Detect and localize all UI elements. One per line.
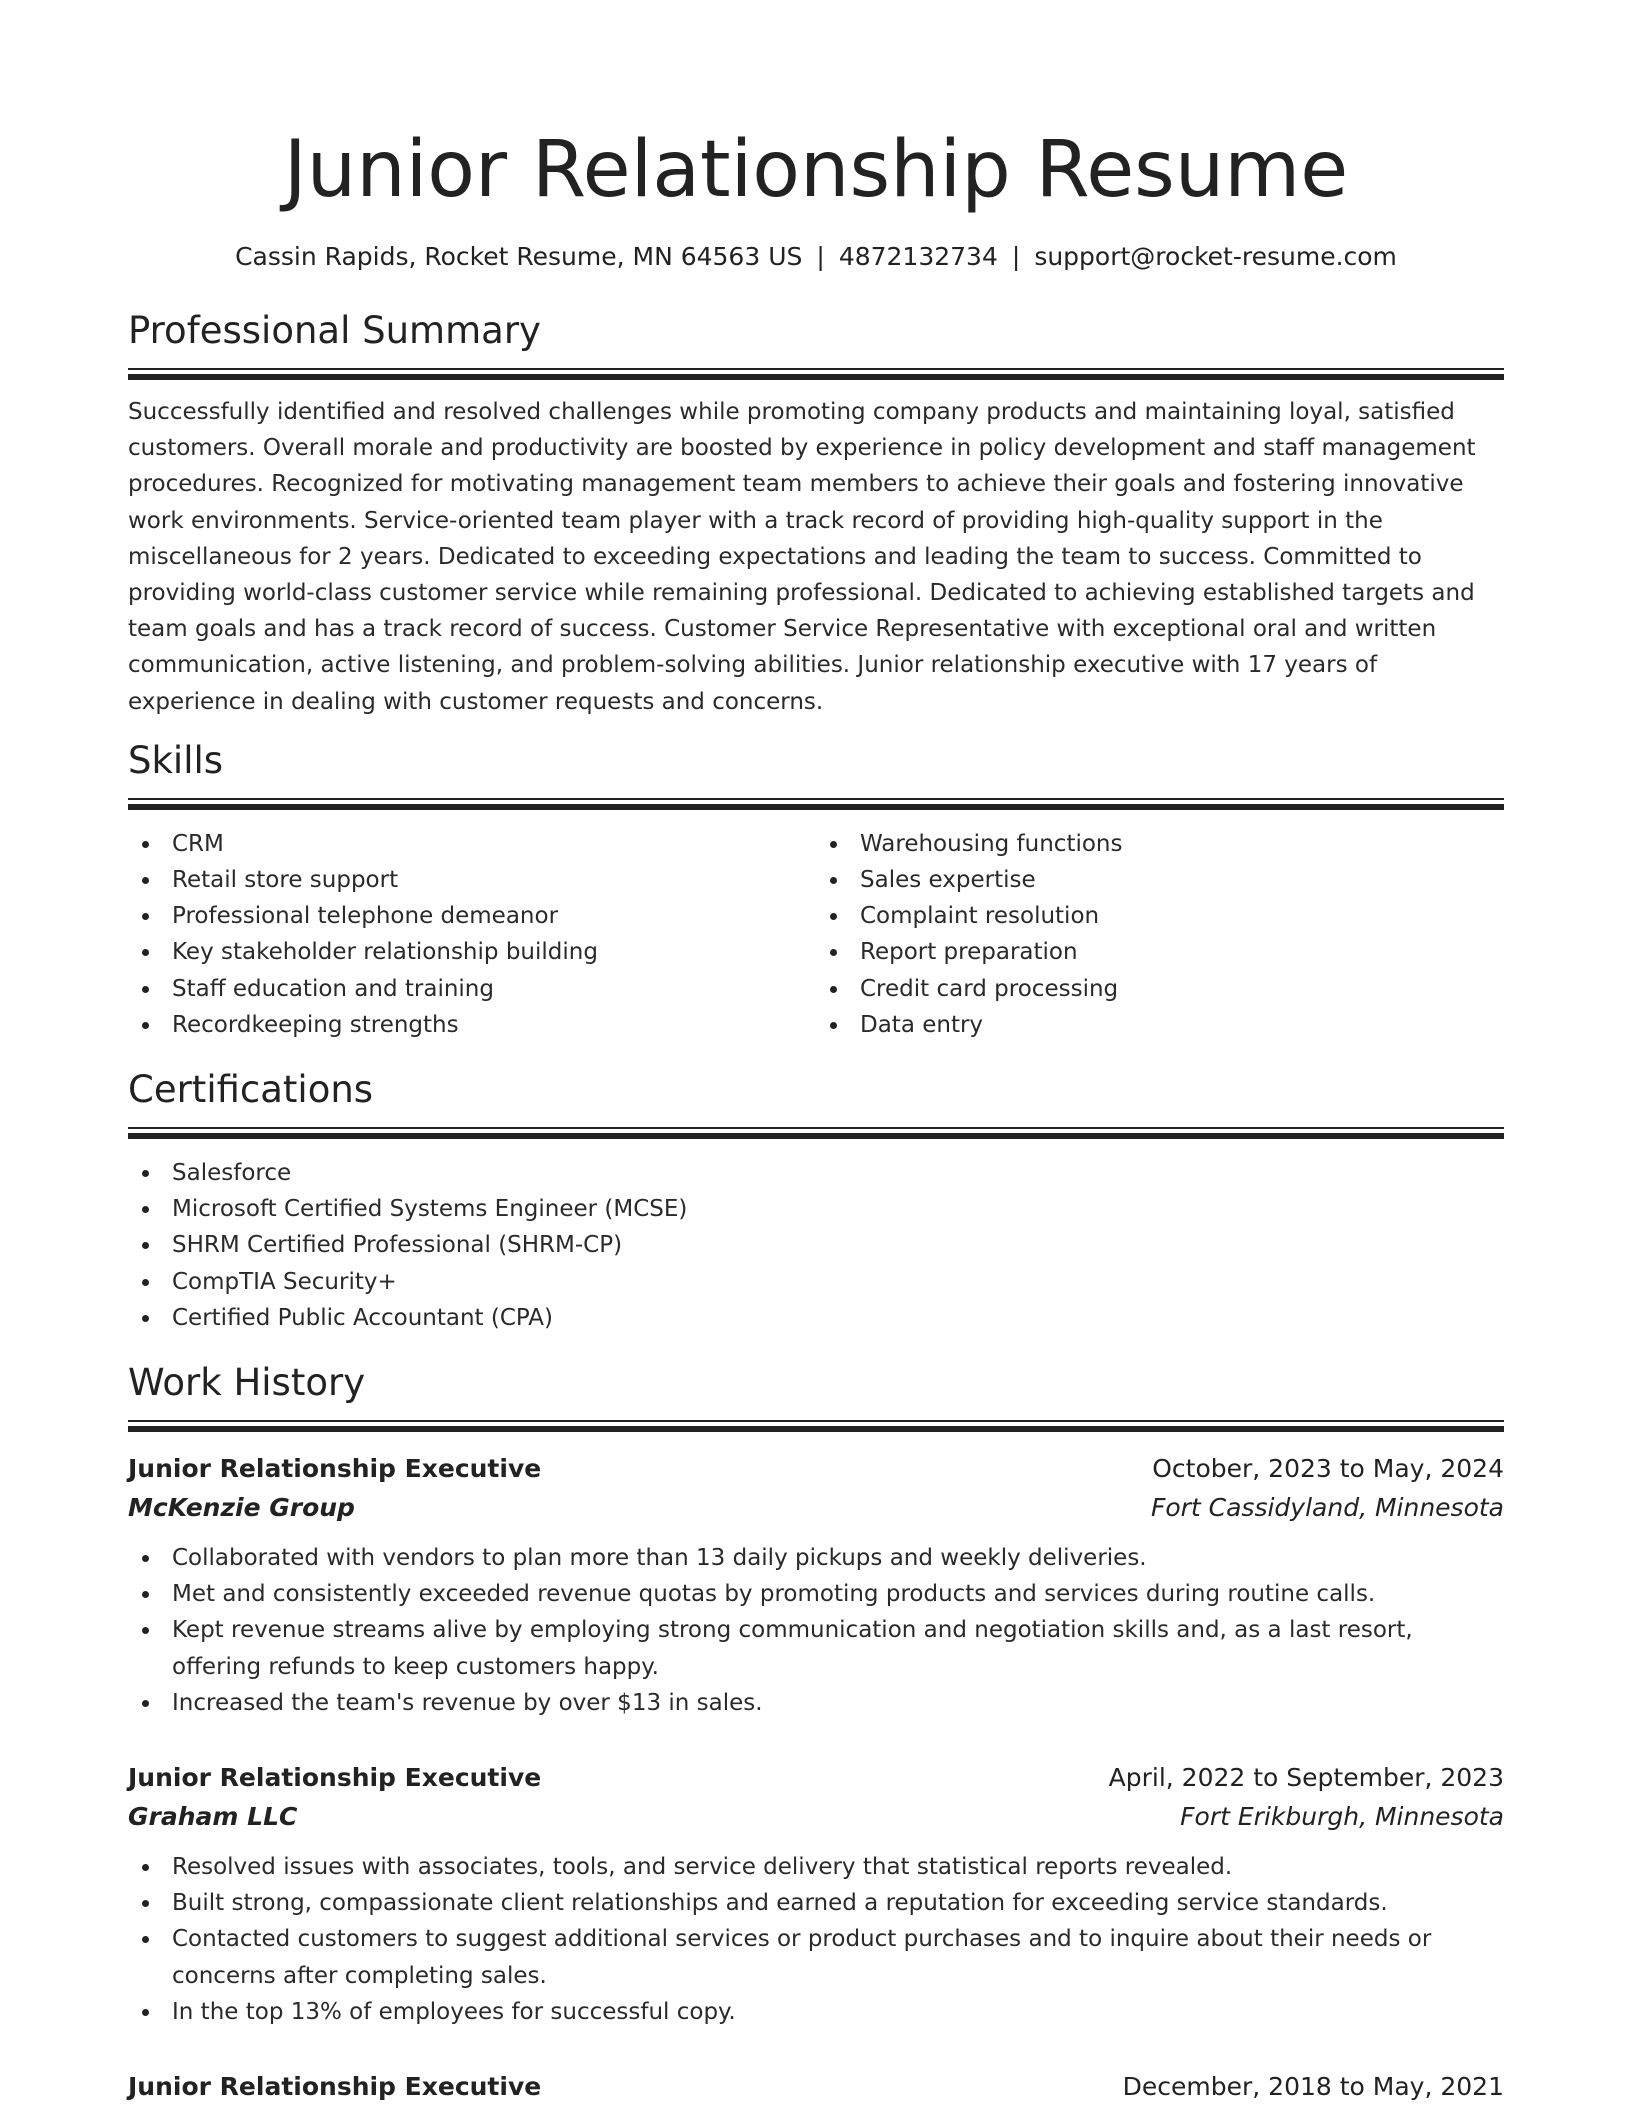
job-duty: Met and consistently exceeded revenue quotas by promoting products and services during routine calls.	[128, 1576, 1504, 1612]
contact-separator: |	[1011, 242, 1021, 271]
certification-item: CompTIA Security+	[128, 1264, 1504, 1300]
job-company: Graham LLC	[128, 1802, 298, 1832]
certifications-heading: Certifications	[128, 1065, 1504, 1129]
job-duties-list	[128, 1849, 1504, 2030]
skill-item: Complaint resolution	[816, 898, 1504, 934]
job-header-row	[128, 1450, 1504, 1488]
work-history-section	[128, 1358, 1504, 2106]
skill-item: CRM	[128, 826, 816, 862]
certifications-list	[128, 1155, 1504, 1336]
job-dates: October, 2023 to May, 2024	[1152, 1454, 1504, 1484]
job-duty: Resolved issues with associates, tools, and service delivery that statistical reports revealed.	[128, 1849, 1504, 1885]
job-duty: Increased the team's revenue by over $13 in sales.	[128, 1685, 1504, 1721]
certification-item: Salesforce	[128, 1155, 1504, 1191]
job-dates: April, 2022 to September, 2023	[1108, 1763, 1504, 1793]
job-company-row	[128, 1797, 1504, 1837]
job-duty: Built strong, compassionate client relationships and earned a reputation for exceeding service standards.	[128, 1885, 1504, 1921]
job-duty: Contacted customers to suggest additional services or product purchases and to inquire about their needs or concerns after completing sales.	[128, 1921, 1504, 1993]
skills-list-left	[128, 826, 816, 1043]
job-dates: December, 2018 to May, 2021	[1122, 2072, 1504, 2102]
job-entry	[128, 2068, 1504, 2106]
skill-item: Recordkeeping strengths	[128, 1007, 816, 1043]
skill-item: Report preparation	[816, 934, 1504, 970]
summary-heading: Professional Summary	[128, 306, 1504, 370]
resume-title: Junior Relationship Resume	[283, 125, 1349, 215]
job-header-row	[128, 2068, 1504, 2106]
skills-column-right	[816, 826, 1504, 1043]
skill-item: Professional telephone demeanor	[128, 898, 816, 934]
skills-section	[128, 736, 1504, 1043]
section-divider	[128, 374, 1504, 380]
job-title: Junior Relationship Executive	[128, 1454, 542, 1484]
skill-item: Key stakeholder relationship building	[128, 934, 816, 970]
skill-item: Staff education and training	[128, 971, 816, 1007]
skill-item: Credit card processing	[816, 971, 1504, 1007]
section-divider	[128, 1426, 1504, 1432]
contact-email[interactable]: support@rocket-resume.com	[1034, 242, 1397, 271]
job-header-row	[128, 1759, 1504, 1797]
job-location: Fort Erikburgh, Minnesota	[1180, 1802, 1504, 1832]
section-divider	[128, 804, 1504, 810]
certifications-section	[128, 1065, 1504, 1336]
summary-section	[128, 306, 1504, 720]
job-title: Junior Relationship Executive	[128, 2072, 542, 2102]
job-duties-list	[128, 1540, 1504, 1721]
certification-item: Microsoft Certified Systems Engineer (MCSE)	[128, 1191, 1504, 1227]
certification-item: SHRM Certified Professional (SHRM-CP)	[128, 1227, 1504, 1263]
job-company-row	[128, 1488, 1504, 1528]
work-history-heading: Work History	[128, 1358, 1504, 1422]
contact-phone: 4872132734	[838, 242, 998, 271]
skills-heading: Skills	[128, 736, 1504, 800]
skill-item: Retail store support	[128, 862, 816, 898]
certification-item: Certified Public Accountant (CPA)	[128, 1300, 1504, 1336]
skill-item: Warehousing functions	[816, 826, 1504, 862]
job-entry	[128, 1450, 1504, 1721]
summary-text: Successfully identified and resolved challenges while promoting company products and maintaining loyal, satisfied customers. Overall morale and productivity are boosted by experience in policy development and staff management procedures. Recognized for motivating management team members to achieve their goals and fostering innovative work environments. Service-oriented team player with a track record of providing high-quality support in the miscellaneous for 2 years. Dedicated to exceeding expectations and leading the team to success. Committed to providing world-class customer service while remaining professional. Dedicated to achieving established targets and team goals and has a track record of success. Customer Service Representative with exceptional oral and written communication, active listening, and problem-solving abilities. Junior relationship executive with 17 years of experience in dealing with customer requests and concerns.	[128, 399, 1476, 715]
contact-separator: |	[816, 242, 825, 271]
job-entry	[128, 1759, 1504, 2030]
job-location: Fort Cassidyland, Minnesota	[1150, 1493, 1504, 1523]
skill-item: Sales expertise	[816, 862, 1504, 898]
contact-line	[128, 240, 1504, 274]
skills-grid	[128, 826, 1504, 1043]
contact-address: Cassin Rapids, Rocket Resume, MN 64563 US	[235, 242, 803, 271]
skills-column-left	[128, 826, 816, 1043]
job-title: Junior Relationship Executive	[128, 1763, 542, 1793]
job-duty: Collaborated with vendors to plan more than 13 daily pickups and weekly deliveries.	[128, 1540, 1504, 1576]
section-divider	[128, 1133, 1504, 1139]
job-duty: Kept revenue streams alive by employing strong communication and negotiation skills and, as a last resort, offering refunds to keep customers happy.	[128, 1612, 1504, 1684]
job-company: McKenzie Group	[128, 1493, 355, 1523]
job-duty: In the top 13% of employees for successful copy.	[128, 1994, 1504, 2030]
skills-list-right	[816, 826, 1504, 1043]
skill-item: Data entry	[816, 1007, 1504, 1043]
